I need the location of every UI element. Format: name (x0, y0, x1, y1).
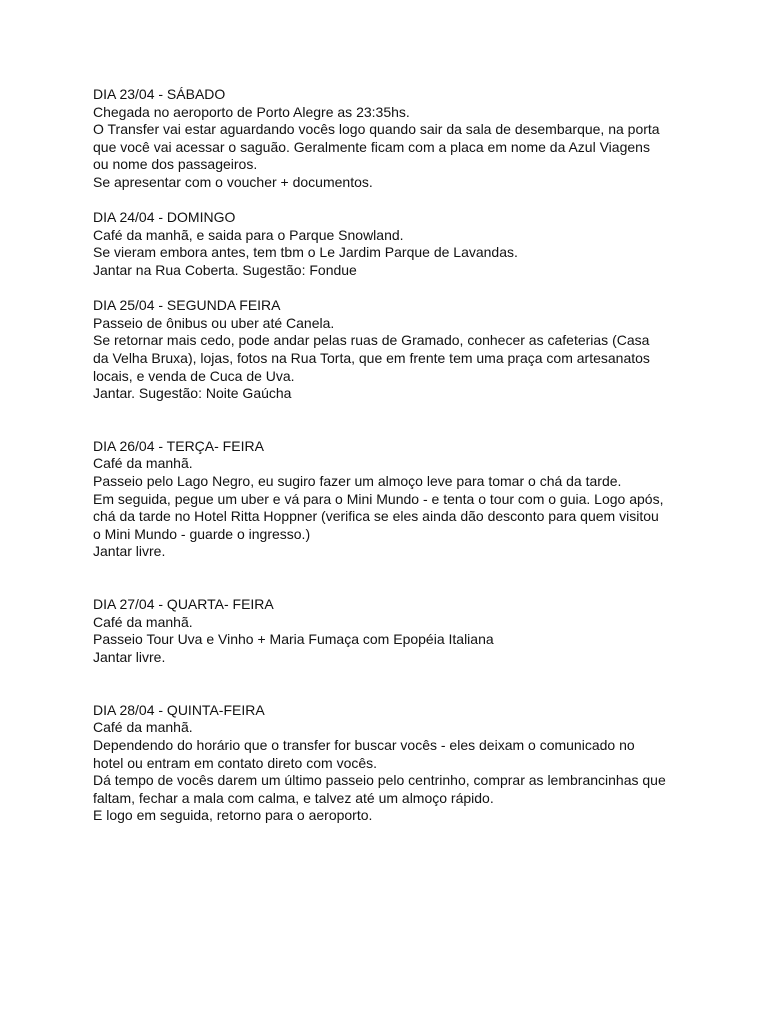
day-block-28-04 (93, 702, 693, 825)
day-block-27-04 (93, 596, 693, 666)
day-text-line: Passeio Tour Uva e Vinho + Maria Fumaça com Epopéia Italiana (93, 631, 494, 648)
day-text-line: Jantar livre. (93, 649, 166, 665)
day-heading: DIA 27/04 - QUARTA- FEIRA (93, 596, 274, 613)
day-text-line: ou nome dos passageiros. (93, 156, 258, 173)
day-text-line: Se apresentar com o voucher + documentos. (93, 173, 373, 190)
day-text-line: Dependendo do horário que o transfer for buscar vocês - eles deixam o comunicado no (93, 736, 635, 753)
day-heading: DIA 28/04 - QUINTA-FEIRA (93, 701, 265, 718)
day-text-line: locais, e venda de Cuca de Uva. (93, 367, 295, 384)
day-heading: DIA 26/04 - TERÇA- FEIRA (93, 437, 264, 454)
day-block-23-04 (93, 86, 693, 192)
day-text-line: O Transfer vai estar aguardando vocês logo quando sair da sala de desembarque, na porta (93, 121, 660, 138)
day-text-line: Se retornar mais cedo, pode andar pelas ruas de Gramado, conhecer as cafeterias (Casa (93, 332, 650, 349)
day-text-line: Café da manhã. (93, 613, 193, 630)
day-text-line: E logo em seguida, retorno para o aeroporto. (93, 807, 373, 824)
day-text-line: Jantar. Sugestão: Noite Gaúcha (93, 385, 292, 402)
day-text-line: hotel ou entram em contato direto com vocês. (93, 754, 378, 771)
spacer (93, 192, 693, 210)
day-text-line: Café da manhã, e saida para o Parque Snowland. (93, 226, 404, 243)
day-heading: DIA 24/04 - DOMINGO (93, 209, 236, 226)
spacer (93, 667, 693, 702)
day-block-25-04 (93, 297, 693, 403)
day-text-line: Passeio de ônibus ou uber até Canela. (93, 314, 335, 331)
day-heading: DIA 23/04 - SÁBADO (93, 86, 226, 102)
day-text-line: Se vieram embora antes, tem tbm o Le Jardim Parque de Lavandas. (93, 244, 518, 261)
day-text-line: Dá tempo de vocês darem um último passeio pelo centrinho, comprar as lembrancinhas que (93, 772, 666, 789)
day-text-line: chá da tarde no Hotel Ritta Hoppner (verifica se eles ainda dão desconto para quem visitou (93, 508, 659, 525)
spacer (93, 561, 693, 596)
day-text-line: Café da manhã. (93, 455, 193, 472)
day-text-line: faltam, fechar a mala com calma, e talvez até um almoço rápido. (93, 789, 494, 806)
day-text-line: Chegada no aeroporto de Porto Alegre as 23:35hs. (93, 103, 410, 120)
day-text-line: que você vai acessar o saguão. Geralmente ficam com a placa em nome da Azul Viagens (93, 138, 650, 155)
day-text-line: Café da manhã. (93, 719, 193, 736)
spacer (93, 280, 693, 298)
spacer (93, 403, 693, 438)
day-text-line: Em seguida, pegue um uber e vá para o Mini Mundo - e tenta o tour com o guia. Logo após, (93, 490, 664, 507)
day-text-line: Jantar na Rua Coberta. Sugestão: Fondue (93, 261, 357, 278)
day-block-26-04 (93, 438, 693, 561)
day-text-line: Jantar livre. (93, 543, 166, 560)
day-text-line: da Velha Bruxa), lojas, fotos na Rua Torta, que em frente tem uma praça com artesanatos (93, 349, 650, 366)
day-text-line: Passeio pelo Lago Negro, eu sugiro fazer um almoço leve para tomar o chá da tarde. (93, 473, 622, 490)
day-text-line: o Mini Mundo - guarde o ingresso.) (93, 525, 311, 542)
day-block-24-04 (93, 209, 693, 279)
day-heading: DIA 25/04 - SEGUNDA FEIRA (93, 297, 281, 314)
itinerary-document (93, 86, 693, 825)
